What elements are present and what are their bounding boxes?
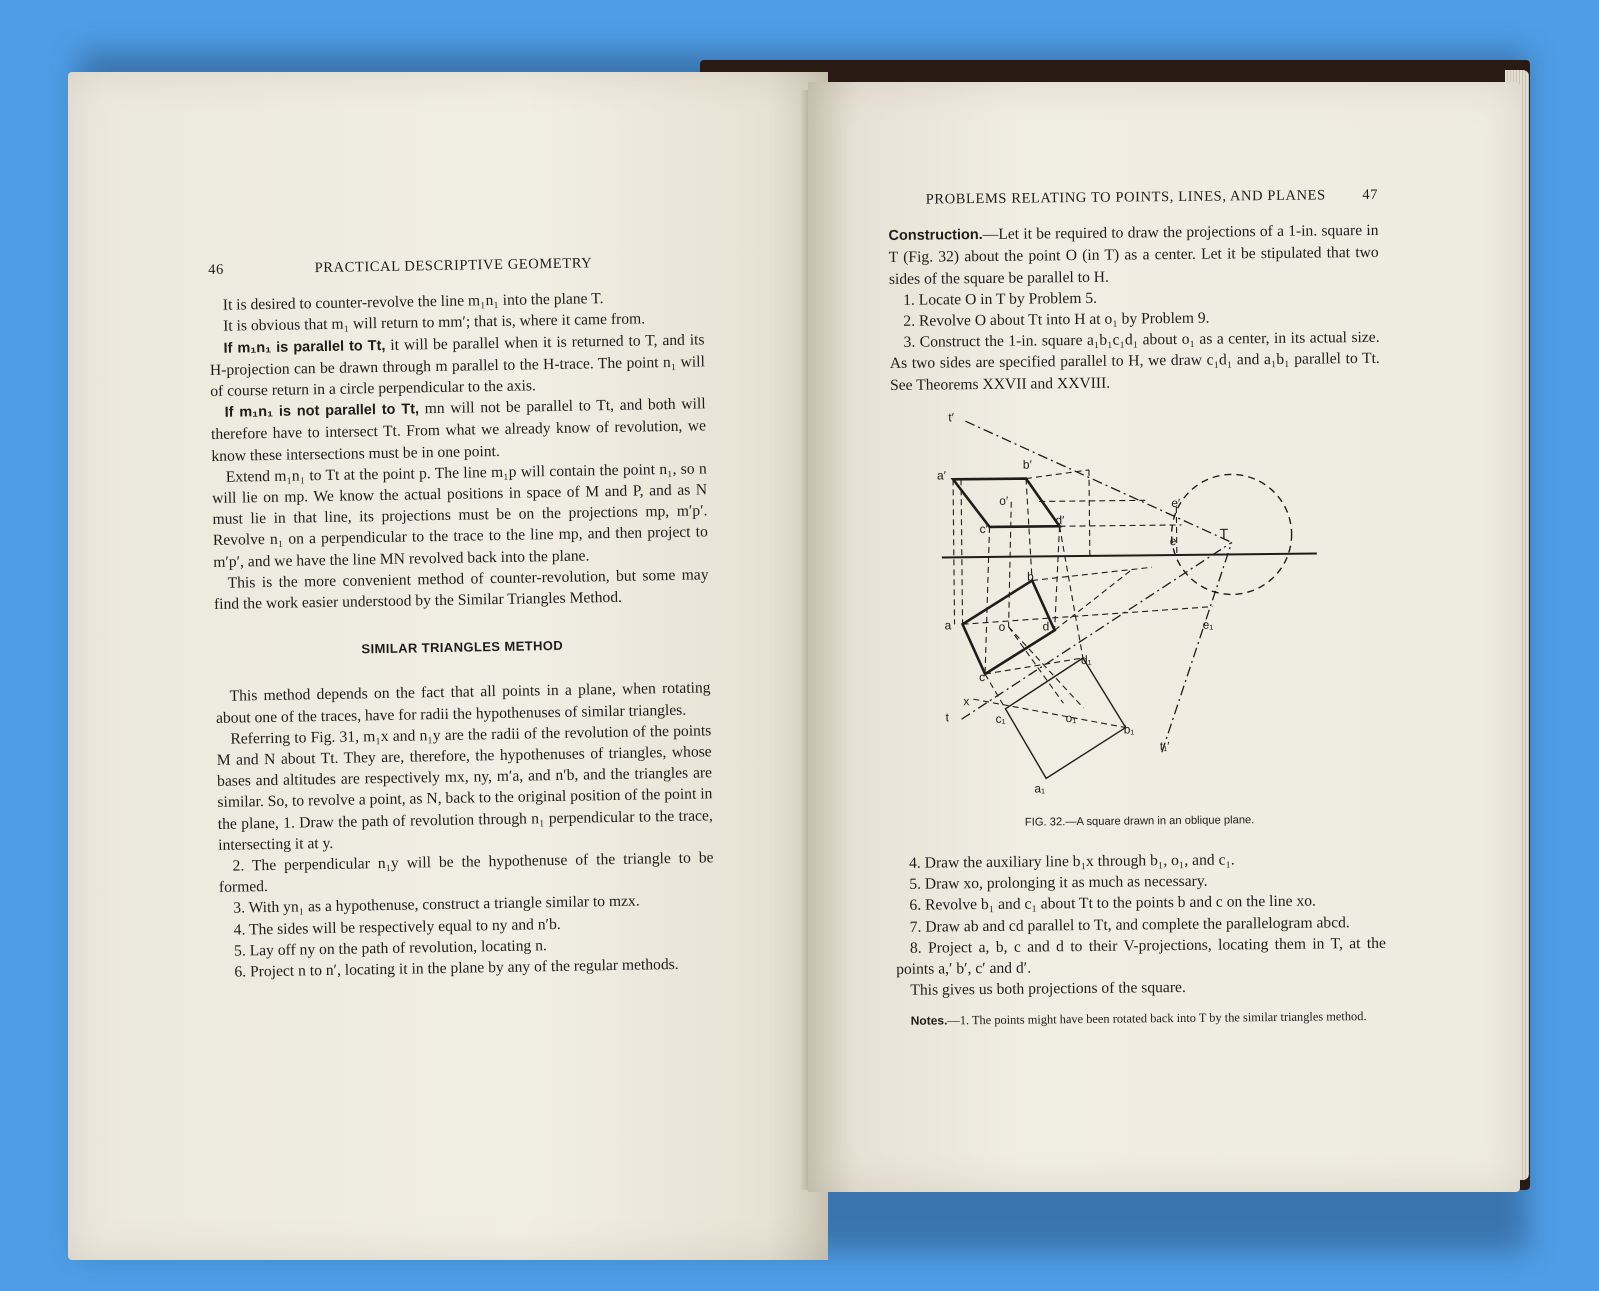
label-a1: a₁: [1034, 781, 1046, 796]
paragraph: 5. Lay off ny on the path of revolution, locating n.: [233, 937, 547, 960]
page-number: 46: [208, 261, 225, 278]
revolution-circle: [1171, 474, 1292, 595]
label-t: t: [945, 710, 949, 725]
right-page: [808, 82, 1520, 1192]
trace-t1-prime: [1160, 542, 1234, 752]
label-a: a: [944, 618, 952, 633]
ground-line: [942, 553, 1317, 557]
figure-32-diagram: [930, 405, 1364, 805]
label-x: x: [963, 694, 970, 709]
construction-label: Construction.: [888, 227, 983, 245]
paragraph: 6. Revolve b₁ and c₁ about Tt to the points b and c on the line xo.: [909, 892, 1316, 915]
label-b: b: [1026, 569, 1034, 584]
paragraph: 8. Project a, b, c and d to their V-projections, locating them in T, at the points a,′ b′, c′ and d′.: [896, 934, 1387, 979]
label-e1: e₁: [1202, 617, 1214, 632]
bold-lead: If m₁n₁ is parallel to Tt,: [223, 337, 386, 357]
label-a-prime: a′: [936, 468, 947, 483]
paragraph: 5. Draw xo, prolonging it as much as necessary.: [909, 872, 1208, 894]
label-d1: d₁: [1080, 652, 1092, 667]
label-d-prime: d′: [1055, 512, 1065, 528]
paragraph: 2. The perpendicular n₁y will be the hypothenuse of the triangle to be formed.: [218, 849, 714, 897]
left-page-header: [208, 251, 703, 281]
label-T: T: [1219, 525, 1229, 542]
page-number: 47: [1362, 186, 1379, 204]
label-c-prime: c′: [979, 521, 988, 536]
paragraph: It is desired to counter-revolve the line m₁n₁ into the plane T.: [222, 290, 604, 314]
running-head: PROBLEMS RELATING TO POINTS, LINES, AND PLANES: [925, 187, 1326, 208]
label-t-prime: t′: [948, 410, 955, 425]
paragraph: 2. Revolve O about Tt into H at o₁ by Problem 9.: [903, 309, 1210, 330]
section-title: SIMILAR TRIANGLES METHOD: [361, 638, 564, 657]
label-o1: o₁: [1065, 710, 1077, 725]
figure-32: [890, 405, 1384, 806]
paragraph: It is obvious that m₁ will return to mm′; that is, where it came from.: [223, 310, 646, 336]
label-e: e: [1169, 533, 1177, 548]
bold-lead: If m₁n₁ is not parallel to Tt,: [224, 401, 420, 421]
paragraph: 3. Construct the 1-in. square a₁b₁c₁d₁ about o₁ as a center, in its actual size. As two sides are specified parallel to H, we draw c₁d₁ and a₁b₁ parallel to Tt. See Theorems XXVII and XXVIII.: [889, 329, 1380, 394]
paragraph: 4. Draw the auxiliary line b₁x through b₁, o₁, and c₁.: [908, 851, 1235, 872]
paragraph: 7. Draw ab and cd parallel to Tt, and complete the parallelogram abcd.: [909, 913, 1350, 936]
notes: Notes.—1. The points might have been rotated back into T by the similar triangles method.: [910, 1009, 1367, 1029]
paragraph: This is the more convenient method of counter-revolution, but some may find the work easier understood by the Similar Triangles Method.: [213, 566, 709, 613]
label-d: d: [1042, 619, 1050, 634]
figure-caption: FIG. 32.—A square drawn in an oblique plane.: [1024, 814, 1255, 829]
paragraph: 4. The sides will be respectively equal to ny and n′b.: [233, 915, 561, 939]
label-c1: c₁: [995, 711, 1006, 726]
label-e-prime: e′: [1171, 495, 1181, 510]
right-page-column: [888, 185, 1387, 1031]
label-o: o: [998, 619, 1006, 634]
paragraph: 6. Project n to n′, locating it in the plane by any of the regular methods.: [234, 955, 679, 981]
label-t1-prime: t₁′: [1159, 738, 1170, 754]
paragraph: Referring to Fig. 31, m₁x and n₁y are the radii of the revolution of the points M and N about Tt. They are, therefore, the hypothenuses of triangles, whose bases and altitudes are respectively mx, ny, m′a, and n′b, and the triangles are similar. So, to revolve a point, as N, back to the original position of the point in the plane, 1. Draw the path of revolution through n₁ perpendicular to the trace, intersecting it at y.: [216, 722, 713, 854]
label-b1: b₁: [1123, 722, 1135, 737]
paragraph: 1. Locate O in T by Problem 5.: [903, 289, 1098, 309]
paragraph: 3. With yn₁ as a hypothenuse, construct a triangle similar to mzx.: [233, 893, 640, 918]
right-page-header: [888, 185, 1378, 211]
paragraph: This method depends on the fact that all points in a plane, when rotating about one of the traces, have for radii the hypothenuses of similar triangles.: [215, 679, 711, 727]
paragraph: If m₁n₁ is not parallel to Tt, mn will not be parallel to Tt, and both will therefore have to intersect Tt. From what we already know of revolution, we know these intersections must be in one point.: [210, 395, 707, 465]
paragraph: Construction.—Let it be required to draw the projections of a 1-in. square in T (Fig. 32) about the point O (in T) as a center. Let it be stipulated that two sides of the square be parallel to H.: [888, 222, 1379, 288]
label-c: c: [979, 669, 986, 684]
notes-label: Notes.: [910, 1013, 948, 1029]
label-b-prime: b′: [1022, 457, 1032, 472]
paragraph: If m₁n₁ is parallel to Tt, it will be parallel when it is returned to T, and its H-projection can be drawn through m parallel to the H-trace. The point n₁ will of course return in a circle perpendicular to the axis.: [209, 330, 705, 400]
running-head: PRACTICAL DESCRIPTIVE GEOMETRY: [314, 255, 593, 277]
paragraph: This gives us both projections of the square.: [910, 979, 1186, 1000]
left-page: [68, 72, 828, 1260]
paragraph: Extend m₁n₁ to Tt at the point p. The line m₁p will contain the point n₁, so n will lie on mp. We know the actual positions in space of M and P, and as N must lie in that line, its projections must be on the projections mp, m′p′. Revolve n₁ on a perpendicular to the trace to the line mp, and then project to m′p′, and we have the line MN revolved back into the plane.: [212, 460, 708, 571]
label-o-prime: o′: [999, 493, 1009, 508]
left-page-column: [208, 251, 716, 983]
